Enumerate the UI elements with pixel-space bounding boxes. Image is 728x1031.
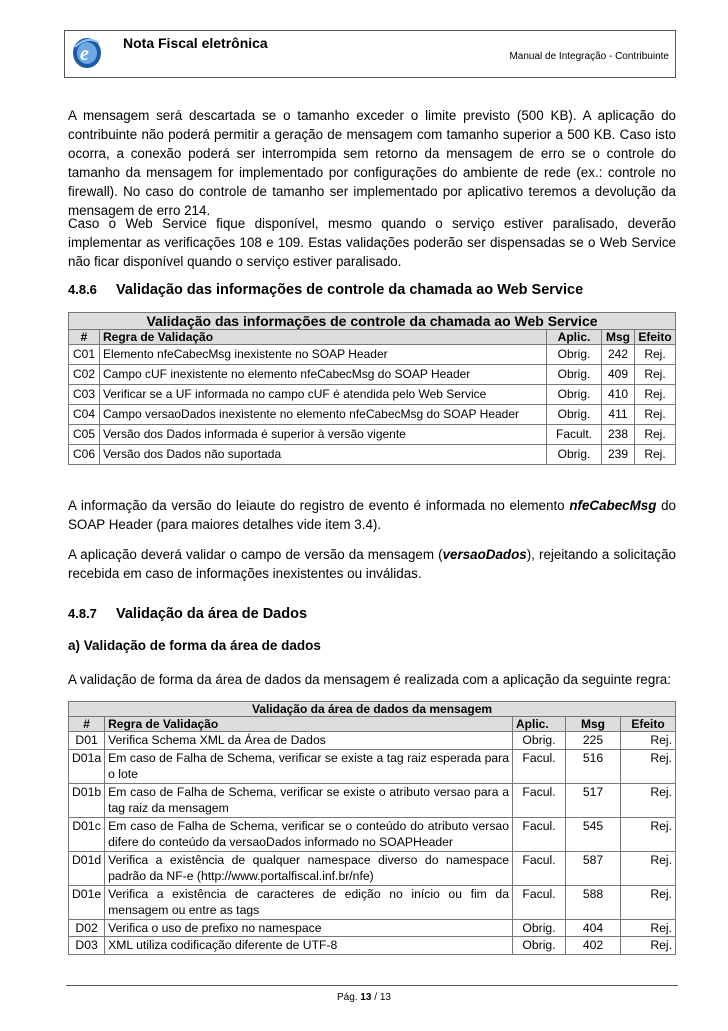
col-header-efeito: Efeito (621, 717, 676, 732)
cell-num: D03 (69, 937, 105, 955)
cell-efeito: Rej. (635, 445, 676, 465)
cell-rule: XML utiliza codificação diferente de UTF-8 (105, 937, 513, 955)
paragraph-web-service: Caso o Web Service fique disponível, mesmo quando o serviço estiver paralisado, deverão implementar as verificações 108 e 109. Estas validações poderão ser dispensadas se o Web Service não ficar disponível quando o serviço estiver paralisado. (68, 216, 676, 269)
cell-num: D01e (69, 885, 105, 919)
header-title: Nota Fiscal eletrônica (123, 35, 268, 51)
table-row (69, 851, 676, 885)
cell-msg: 409 (602, 365, 635, 385)
cell-aplic: Facul. (513, 783, 566, 817)
page-number: 13 (360, 992, 372, 1003)
cell-efeito: Rej. (621, 851, 676, 885)
cell-rule: Campo versaoDados inexistente no elemento nfeCabecMsg do SOAP Header (100, 405, 547, 425)
cell-efeito: Rej. (621, 885, 676, 919)
cell-msg: 587 (566, 851, 621, 885)
cell-rule: Verifica a existência de qualquer namespace diverso do namespace padrão da NF-e (http://www.portalfiscal.inf.br/nfe) (105, 851, 513, 885)
text: A informação da versão do leiaute do registro de evento é informada no elemento (68, 498, 570, 513)
cell-num: D01b (69, 783, 105, 817)
cell-efeito: Rej. (621, 749, 676, 783)
header-subtitle: Manual de Integração - Contribuinte (509, 51, 669, 62)
footer-sep: / (371, 992, 380, 1003)
cell-rule: Versão dos Dados não suportada (100, 445, 547, 465)
col-header-num: # (69, 330, 100, 345)
cell-rule: Em caso de Falha de Schema, verificar se o conteúdo do atributo versao difere do conteúdo da versaoDados informado no SOAPHeader (105, 817, 513, 851)
nfe-logo-icon (71, 33, 103, 71)
cell-efeito: Rej. (621, 937, 676, 955)
text: ), rejeitando a solicitação recebida em caso de informações inexistentes ou inválidas. (68, 547, 676, 581)
cell-msg: 239 (602, 445, 635, 465)
cell-msg: 242 (602, 345, 635, 365)
cell-aplic: Facul. (513, 885, 566, 919)
cell-msg: 225 (566, 732, 621, 750)
col-header-aplic: Aplic. (547, 330, 602, 345)
cell-rule: Em caso de Falha de Schema, verificar se existe a tag raiz esperada para o lote (105, 749, 513, 783)
cell-efeito: Rej. (635, 405, 676, 425)
section-number: 4.8.6 (68, 282, 97, 297)
cell-aplic: Facult. (547, 425, 602, 445)
cell-msg: 588 (566, 885, 621, 919)
cell-num: D01c (69, 817, 105, 851)
text: do SOAP Header (para maiores detalhes vide item 3.4). (68, 498, 676, 532)
cell-efeito: Rej. (635, 345, 676, 365)
table-row (69, 385, 676, 405)
table-row (69, 405, 676, 425)
element-name: nfeCabecMsg (569, 498, 657, 513)
col-header-rule: Regra de Validação (100, 330, 547, 345)
cell-aplic: Facul. (513, 749, 566, 783)
cell-rule: Verifica a existência de caracteres de edição no início ou fim da mensagem ou entre as tags (105, 885, 513, 919)
cell-efeito: Rej. (635, 425, 676, 445)
paragraph-version-validation (68, 545, 676, 583)
cell-msg: 402 (566, 937, 621, 955)
cell-rule: Verifica o uso de prefixo no namespace (105, 919, 513, 937)
text: A aplicação deverá validar o campo de versão da mensagem ( (68, 547, 443, 562)
col-header-num: # (69, 717, 105, 732)
cell-aplic: Obrig. (547, 445, 602, 465)
svg-text:e: e (80, 43, 89, 65)
cell-aplic: Facul. (513, 851, 566, 885)
cell-num: C02 (69, 365, 100, 385)
cell-aplic: Obrig. (547, 405, 602, 425)
section-heading-4-8-6 (68, 282, 583, 298)
cell-msg: 517 (566, 783, 621, 817)
footer-divider (66, 985, 678, 986)
cell-aplic: Facul. (513, 817, 566, 851)
cell-efeito: Rej. (621, 732, 676, 750)
section-heading-4-8-7 (68, 606, 307, 622)
table-row (69, 817, 676, 851)
cell-num: D02 (69, 919, 105, 937)
table-row (69, 345, 676, 365)
col-header-rule: Regra de Validação (105, 717, 513, 732)
table-data-validation (68, 701, 676, 955)
page-header (64, 30, 676, 78)
cell-efeito: Rej. (635, 385, 676, 405)
col-header-aplic: Aplic. (513, 717, 566, 732)
cell-rule: Verifica Schema XML da Área de Dados (105, 732, 513, 750)
cell-efeito: Rej. (621, 783, 676, 817)
col-header-efeito: Efeito (635, 330, 676, 345)
field-name: versaoDados (442, 547, 527, 562)
footer-prefix: Pág. (337, 992, 361, 1003)
paragraph-data-validation: A validação de forma da área de dados da mensagem é realizada com a aplicação da seguinte regra: (68, 672, 671, 687)
cell-aplic: Obrig. (547, 365, 602, 385)
cell-num: C06 (69, 445, 100, 465)
cell-efeito: Rej. (635, 365, 676, 385)
cell-num: D01 (69, 732, 105, 750)
subsection-heading: a) Validação de forma da área de dados (68, 638, 321, 653)
cell-efeito: Rej. (621, 919, 676, 937)
table-title: Validação da área de dados da mensagem (69, 702, 676, 717)
section-number: 4.8.7 (68, 606, 97, 621)
cell-num: C05 (69, 425, 100, 445)
cell-num: C04 (69, 405, 100, 425)
cell-efeito: Rej. (621, 817, 676, 851)
cell-rule: Versão dos Dados informada é superior à versão vigente (100, 425, 547, 445)
cell-msg: 238 (602, 425, 635, 445)
table-row (69, 783, 676, 817)
cell-msg: 516 (566, 749, 621, 783)
col-header-msg: Msg (566, 717, 621, 732)
cell-rule: Em caso de Falha de Schema, verificar se existe o atributo versao para a tag raiz da mensagem (105, 783, 513, 817)
cell-msg: 404 (566, 919, 621, 937)
table-row (69, 425, 676, 445)
paragraph-version-info (68, 496, 676, 534)
table-row (69, 445, 676, 465)
cell-rule: Campo cUF inexistente no elemento nfeCabecMsg do SOAP Header (100, 365, 547, 385)
cell-msg: 545 (566, 817, 621, 851)
page-footer (0, 992, 728, 1003)
table-row (69, 919, 676, 937)
section-title: Validação da área de Dados (116, 606, 308, 622)
table-row (69, 937, 676, 955)
page-total: 13 (379, 992, 391, 1003)
col-header-msg: Msg (602, 330, 635, 345)
cell-msg: 411 (602, 405, 635, 425)
table-control-validation (68, 312, 676, 465)
cell-num: D01d (69, 851, 105, 885)
cell-aplic: Obrig. (513, 937, 566, 955)
section-title: Validação das informações de controle da chamada ao Web Service (116, 282, 584, 298)
cell-num: D01a (69, 749, 105, 783)
table-row (69, 365, 676, 385)
cell-rule: Verificar se a UF informada no campo cUF é atendida pelo Web Service (100, 385, 547, 405)
table-title: Validação das informações de controle da chamada ao Web Service (69, 313, 676, 330)
cell-rule: Elemento nfeCabecMsg inexistente no SOAP Header (100, 345, 547, 365)
cell-num: C01 (69, 345, 100, 365)
cell-aplic: Obrig. (513, 732, 566, 750)
table-row (69, 732, 676, 750)
paragraph-message-size: A mensagem será descartada se o tamanho exceder o limite previsto (500 KB). A aplicação do contribuinte não poderá permitir a geração de mensagem com tamanho superior a 500 KB. Caso isto ocorra, a conexão poderá ser interrompida sem retorno da mensagem de erro se o controle do tamanho da mensagem for implementado por configurações do ambiente de rede (ex.: controle no firewall). No caso do controle de tamanho ser implementado por aplicativo teremos a devolução da mensagem de erro 214. (68, 108, 676, 218)
cell-aplic: Obrig. (513, 919, 566, 937)
cell-aplic: Obrig. (547, 345, 602, 365)
cell-msg: 410 (602, 385, 635, 405)
cell-aplic: Obrig. (547, 385, 602, 405)
cell-num: C03 (69, 385, 100, 405)
table-row (69, 749, 676, 783)
table-row (69, 885, 676, 919)
